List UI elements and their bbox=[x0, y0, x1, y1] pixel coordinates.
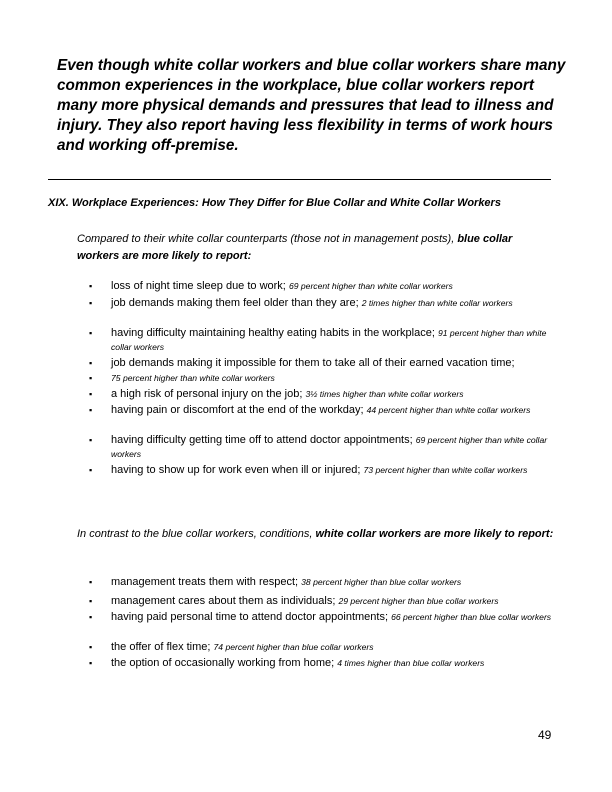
item-text: having difficulty getting time off to attend doctor appointments; bbox=[111, 434, 416, 446]
list-item bbox=[111, 641, 561, 655]
list-item bbox=[111, 657, 561, 671]
list-item bbox=[111, 280, 561, 294]
item-text: having to show up for work even when ill or injured; bbox=[111, 464, 364, 476]
item-stat: 3½ times higher than white collar workers bbox=[305, 389, 464, 399]
item-text: job demands making them feel older than they are; bbox=[111, 297, 362, 309]
item-stat: 4 times higher than blue collar workers bbox=[337, 658, 485, 668]
item-text: management cares about them as individuals; bbox=[111, 595, 339, 607]
item-text: having paid personal time to attend doctor appointments; bbox=[111, 611, 392, 623]
bullet-icon: ▪ bbox=[89, 612, 93, 622]
bullet-icon: ▪ bbox=[89, 281, 93, 291]
section-heading: XIX. Workplace Experiences: How They Differ for Blue Collar and White Collar Workers bbox=[48, 197, 501, 209]
intro-summary: Even though white collar workers and blue collar workers share many common experiences in the workplace, blue collar workers report many more physical demands and pressures that lead to illness and injury. They also report having less flexibility in terms of work hours and working off-premise. bbox=[57, 57, 566, 154]
item-stat: 44 percent higher than white collar workers bbox=[366, 405, 531, 415]
item-text: having pain or discomfort at the end of the workday; bbox=[111, 404, 367, 416]
item-text: management treats them with respect; bbox=[111, 576, 302, 588]
lead-text: Compared to their white collar counterparts (those not in management posts), bbox=[77, 233, 458, 245]
item-text: the offer of flex time; bbox=[111, 641, 214, 653]
item-text: the option of occasionally working from home; bbox=[111, 657, 338, 669]
item-stat: 69 percent higher than white collar workers bbox=[111, 435, 548, 459]
bullet-icon: ▪ bbox=[89, 298, 93, 308]
item-text: having difficulty maintaining healthy eating habits in the workplace; bbox=[111, 327, 438, 339]
item-stat: 74 percent higher than blue collar workers bbox=[213, 642, 374, 652]
bullet-icon: ▪ bbox=[89, 358, 93, 368]
list-item bbox=[111, 576, 561, 590]
list-item bbox=[111, 388, 561, 402]
bullet-icon: ▪ bbox=[89, 435, 93, 445]
lead-text: In contrast to the blue collar workers, conditions, bbox=[77, 528, 316, 540]
list-item bbox=[111, 434, 561, 461]
horizontal-rule bbox=[48, 179, 551, 180]
item-stat: 73 percent higher than white collar workers bbox=[363, 465, 528, 475]
item-stat: 91 percent higher than white collar workers bbox=[111, 328, 547, 352]
bullet-icon: ▪ bbox=[89, 328, 93, 338]
item-stat: 75 percent higher than white collar workers bbox=[111, 373, 275, 383]
blue-collar-lead bbox=[77, 231, 557, 265]
item-text: job demands making it impossible for them to take all of their earned vacation time; bbox=[111, 357, 515, 369]
item-stat: 38 percent higher than blue collar workers bbox=[301, 577, 462, 587]
item-text: loss of night time sleep due to work; bbox=[111, 280, 289, 292]
bullet-icon: ▪ bbox=[89, 465, 93, 475]
item-stat: 69 percent higher than white collar workers bbox=[288, 281, 453, 291]
list-item bbox=[111, 404, 561, 418]
item-stat: 66 percent higher than blue collar workers bbox=[391, 612, 552, 622]
bullet-icon: ▪ bbox=[89, 658, 93, 668]
list-item bbox=[111, 464, 561, 478]
lead-bold-text: white collar workers are more likely to report: bbox=[315, 528, 554, 540]
bullet-icon: ▪ bbox=[89, 405, 93, 415]
list-item bbox=[111, 357, 561, 371]
lead-bold-text: blue collar workers are more likely to report: bbox=[77, 233, 513, 262]
bullet-icon: ▪ bbox=[89, 389, 93, 399]
list-item bbox=[111, 611, 561, 625]
white-collar-lead bbox=[77, 526, 557, 543]
bullet-icon: ▪ bbox=[89, 642, 93, 652]
list-item bbox=[111, 297, 561, 311]
bullet-icon: ▪ bbox=[89, 373, 93, 383]
bullet-icon: ▪ bbox=[89, 577, 93, 587]
list-item bbox=[111, 327, 561, 354]
list-item bbox=[111, 372, 561, 386]
list-item bbox=[111, 595, 561, 609]
item-stat: 29 percent higher than blue collar workers bbox=[338, 596, 499, 606]
page-number: 49 bbox=[538, 728, 552, 742]
bullet-icon: ▪ bbox=[89, 596, 93, 606]
item-stat: 2 times higher than white collar workers bbox=[361, 298, 513, 308]
item-text: a high risk of personal injury on the job; bbox=[111, 388, 306, 400]
